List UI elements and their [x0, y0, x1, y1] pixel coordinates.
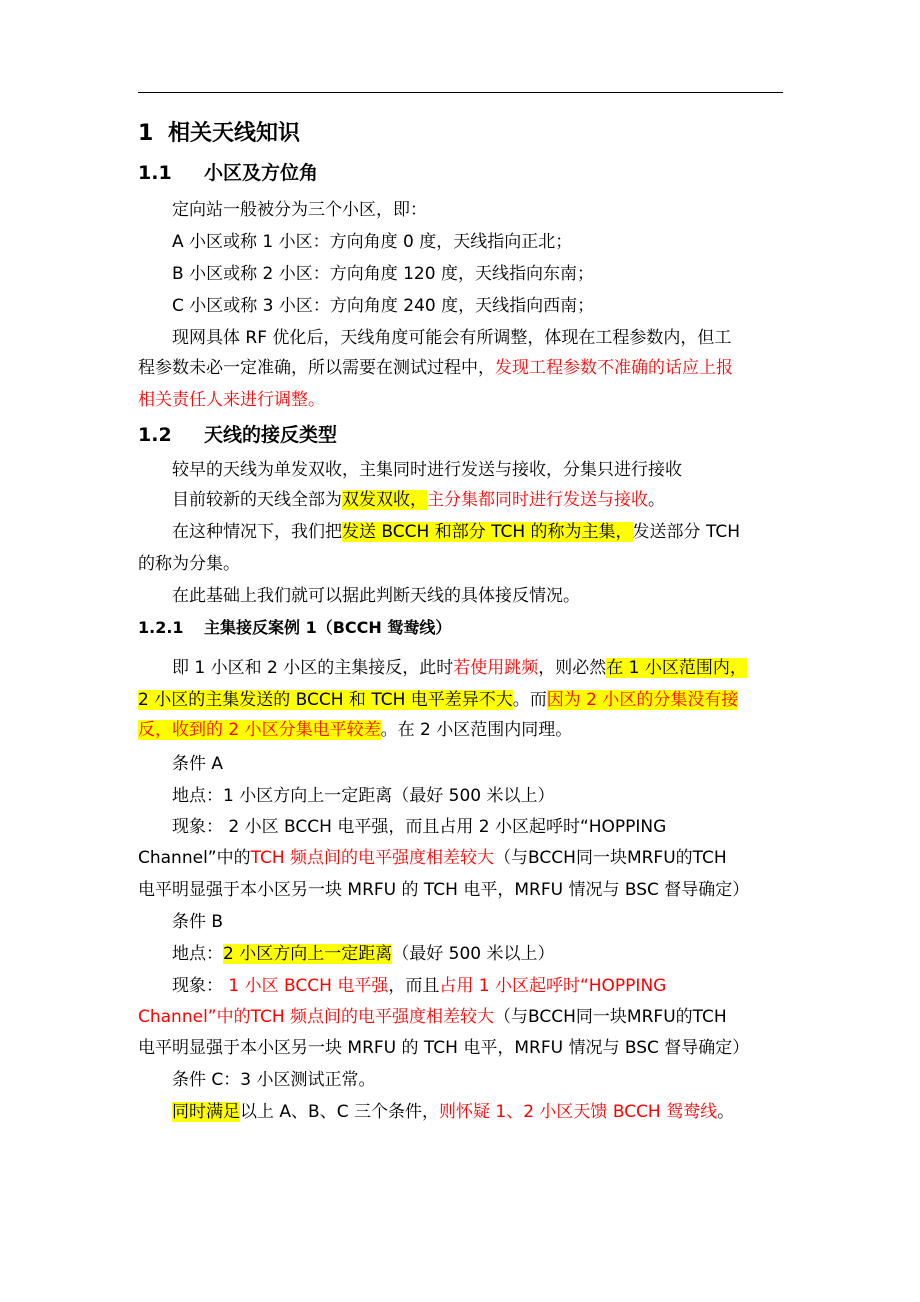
paragraph-line: 地点：2 小区方向上一定距离（最好 500 米以上） — [172, 944, 555, 964]
paragraph-line: 现象： 2 小区 BCCH 电平强，而且占用 2 小区起呼时“HOPPING — [172, 817, 667, 837]
paragraph-line: 目前较新的天线全部为双发双收，主分集都同时进行发送与接收。 — [172, 490, 665, 510]
paragraph-line: 地点：1 小区方向上一定距离（最好 500 米以上） — [172, 786, 555, 806]
condition-b-label: 条件 B — [172, 912, 224, 932]
paragraph-line: 定向站一般被分为三个小区，即： — [172, 200, 427, 220]
paragraph-line: C 小区或称 3 小区：方向角度 240 度，天线指向西南； — [172, 296, 595, 316]
paragraph-line: 的称为分集。 — [138, 554, 240, 574]
paragraph-line: 较早的天线为单发双收，主集同时进行发送与接收，分集只进行接收 — [172, 460, 682, 480]
paragraph-line: 2 小区的主集发送的 BCCH 和 TCH 电平差异不大。而因为 2 小区的分集没有接 — [138, 690, 739, 710]
paragraph-line: 程参数未必一定准确，所以需要在测试过程中，发现工程参数不准确的话应上报 — [138, 358, 733, 378]
heading-1-1: 1.1 小区及方位角 — [138, 162, 319, 184]
condition-c-label: 条件 C：3 小区测试正常。 — [172, 1070, 376, 1090]
heading-1-2: 1.2 天线的接反类型 — [138, 424, 338, 446]
paragraph-line: 在这种情况下，我们把发送 BCCH 和部分 TCH 的称为主集，发送部分 TCH — [172, 522, 740, 542]
paragraph-line: 反，收到的 2 小区分集电平较差。在 2 小区范围内同理。 — [138, 720, 573, 740]
paragraph-line: 即 1 小区和 2 小区的主集接反，此时若使用跳频，则必然在 1 小区范围内， — [172, 658, 747, 678]
paragraph-line: Channel”中的TCH 频点间的电平强度相差较大（与BCCH同一块MRFU的TCH — [138, 1007, 727, 1027]
header-rule — [138, 92, 783, 93]
paragraph-line: A 小区或称 1 小区：方向角度 0 度，天线指向正北； — [172, 232, 573, 252]
paragraph-line: 电平明显强于本小区另一块 MRFU 的 TCH 电平，MRFU 情况与 BSC 督导确定） — [138, 1038, 750, 1058]
paragraph-line: Channel”中的TCH 频点间的电平强度相差较大（与BCCH同一块MRFU的TCH — [138, 848, 727, 868]
paragraph-line: 电平明显强于本小区另一块 MRFU 的 TCH 电平，MRFU 情况与 BSC 督导确定） — [138, 880, 750, 900]
conclusion-line: 同时满足以上 A、B、C 三个条件，则怀疑 1、2 小区天馈 BCCH 鸳鸯线。 — [172, 1102, 735, 1122]
paragraph-line: 在此基础上我们就可以据此判断天线的具体接反情况。 — [172, 586, 580, 606]
heading-1-2-1: 1.2.1 主集接反案例 1（BCCH 鸳鸯线） — [138, 618, 452, 637]
paragraph-line: 现网具体 RF 优化后，天线角度可能会有所调整，体现在工程参数内，但工 — [172, 328, 732, 348]
heading-1: 1 相关天线知识 — [138, 121, 301, 146]
paragraph-line: B 小区或称 2 小区：方向角度 120 度，天线指向东南； — [172, 264, 594, 284]
paragraph-line: 相关责任人来进行调整。 — [138, 390, 325, 410]
condition-a-label: 条件 A — [172, 754, 224, 774]
paragraph-line: 现象： 1 小区 BCCH 电平强，而且占用 1 小区起呼时“HOPPING — [172, 976, 667, 996]
